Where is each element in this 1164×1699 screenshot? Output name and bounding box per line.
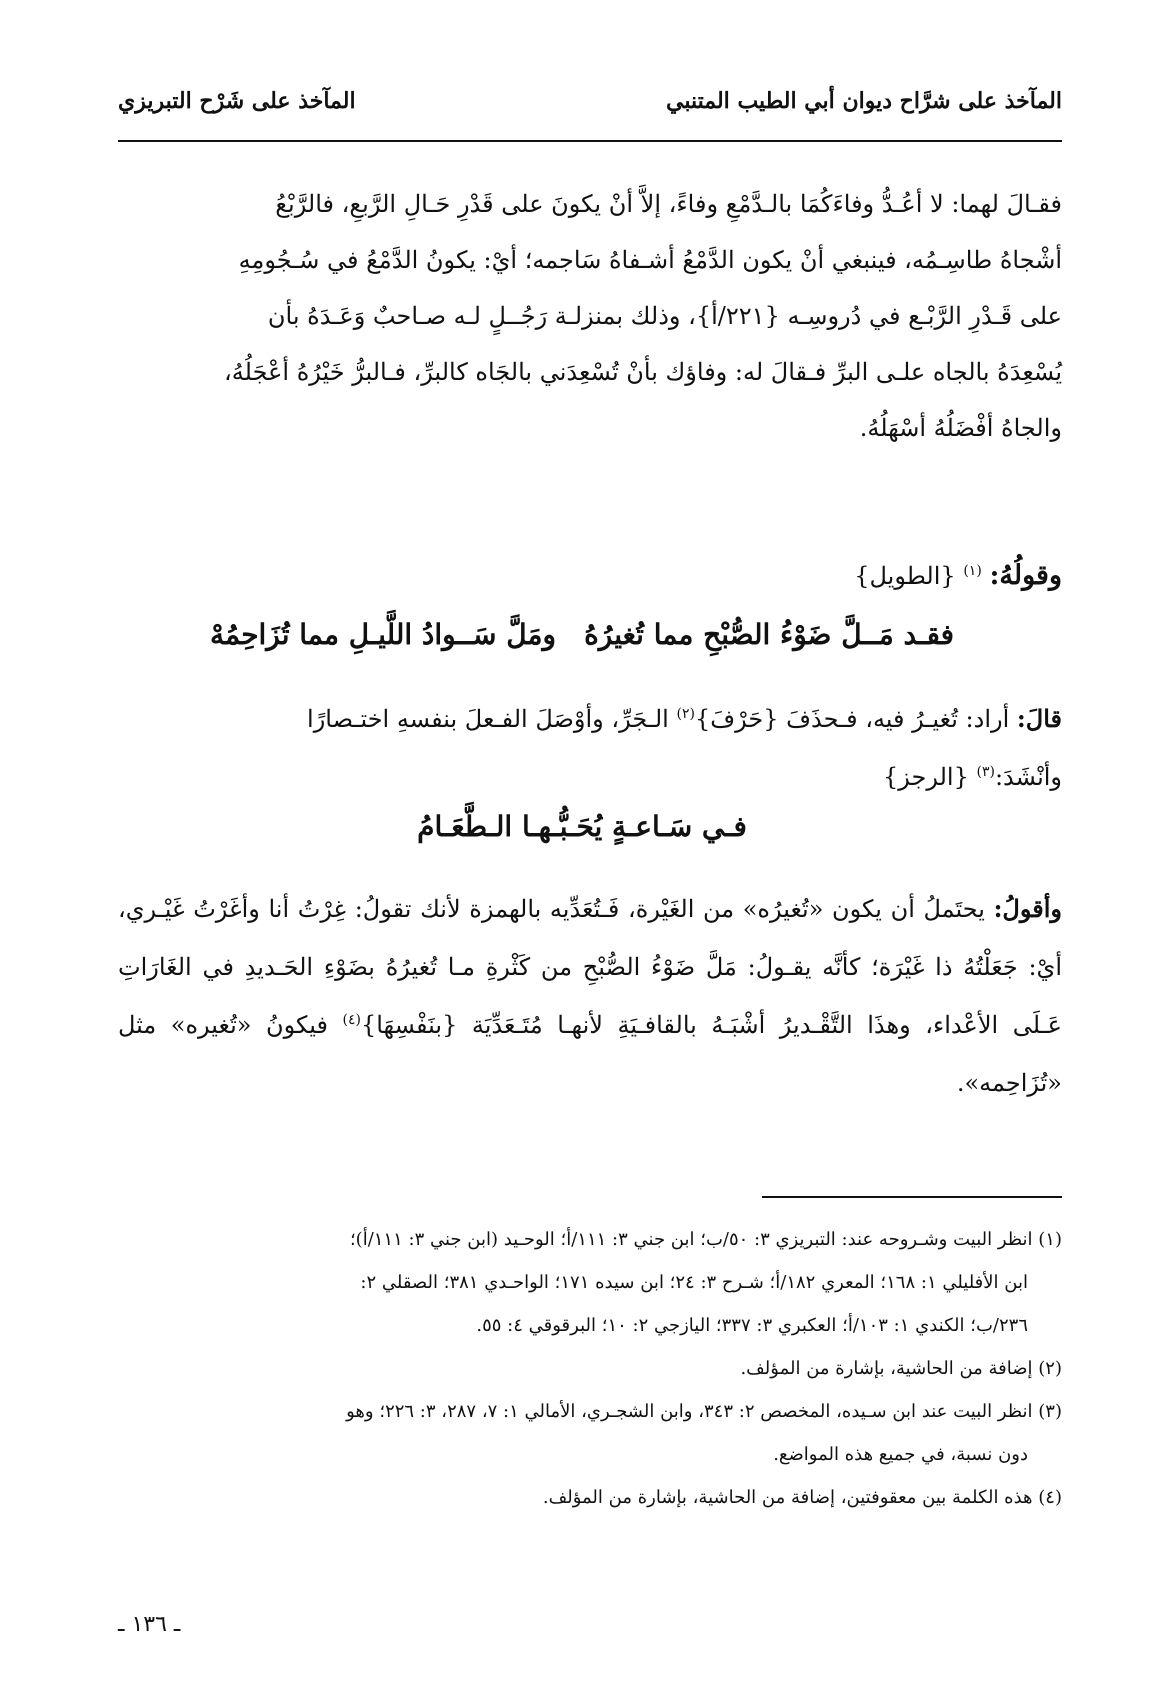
footnote-1: (١) انظر البيت وشـروحه عند: التبريزي ٣: ٥٠/ب؛ ابن جني ٣: ١١١/أ؛ الوحـيد (ابن جني ٣: ١١١/أ)؛	[349, 1229, 1062, 1250]
running-head-book-title: المآخذ على شرَّاح ديوان أبي الطيب المتنبي	[666, 88, 1062, 114]
paragraph-2	[118, 690, 1062, 806]
paragraph-1-line: والجاهُ أفْضَلُهُ أسْهَلُهُ.	[859, 414, 1062, 442]
paragraph-2-lead: قالَ:	[1016, 704, 1062, 733]
footnote-rule	[762, 1196, 1062, 1198]
paragraph-2-line	[118, 690, 1062, 748]
footnote-ref-2: (٢)	[676, 706, 695, 722]
paragraph-2-anshada: وأنْشَدَ:	[994, 763, 1062, 791]
paragraph-2-line	[118, 748, 1062, 806]
footnote-ref-3: (٣)	[976, 764, 995, 780]
footnotes	[118, 1218, 1062, 1519]
meter-label-2: {الرجز}	[883, 763, 969, 791]
verse-hemistich-second: ومَلَّ سَــوادُ اللَّيـلِ مما تُزَاحِمُهْ	[210, 618, 556, 651]
footnote-1-continuation: ٢٣٦/ب؛ الكندي ١: ١٠٣/أ؛ العكبري ٣: ٣٣٧؛ اليازجي ٢: ١٠؛ البرقوقي ٤: ٥٥.	[476, 1315, 1028, 1336]
poem-verse	[210, 618, 954, 668]
paragraph-3-lead: وأقولُ:	[993, 894, 1062, 923]
paragraph-1-line: أشْجاهُ طاسِـمُه، فينبغي أنْ يكون الدَّمْعُ أشـفاهُ سَاجمه؛ أيْ: يكونُ الدَّمْعُ في سُـجُومِهِ	[238, 246, 1062, 274]
page-number: ـ ١٣٦ ـ	[118, 1612, 181, 1637]
footnote-1-continuation: ابن الأفليلي ١: ١٦٨؛ المعري ١٨٢/أ؛ شـرح ٣: ٢٤؛ ابن سيده ١٧١؛ الواحـدي ٣٨١؛ الصقلي ٢:	[360, 1272, 1028, 1293]
running-head	[118, 88, 1062, 128]
footnote-3-continuation: دون نسبة، في جميع هذه المواضع.	[773, 1444, 1028, 1465]
rajaz-verse: فـي سَـاعـةٍ يُحَـبُّـهـا الـطَّعَـامُ	[417, 810, 747, 843]
footnote-ref-1: (١)	[963, 563, 982, 579]
paragraph-1-line: على قَـدْرِ الرَّبْـع في دُروسِـه {٢٢١/أ}، وذلك بمنزلـة رَجُــلٍ لـه صـاحبٌ وَعَـدَهُ بأن	[267, 302, 1062, 330]
paragraph-3-body: يحتَملُ أن يكون «تُغيرُه» من الغَيْرة، فَـتُعَدِّيه بالهمزة لأنك تقولُ: غِرْتُ أنا وأغَرْتُ غَيْـري، أيْ: جَعَلْتُهُ ذا غَيْرَة؛ كأنَّه يقـولُ: مَلَّ ضَوْءُ الصُّبْحِ من كَثْرةِ مـا تُغيرُهُ بضَوْءِ الحَـديدِ في الغَارَاتِ عَـلَى الأعْداء، وهذَا التَّقْـديرُ أشْبَـهُ بالقافـيَةِ لأنهـا مُتَـعَدِّيَة {بنَفْسِهَا}	[118, 895, 1062, 1039]
footnote-2: (٢) إضافة من الحاشية، بإشارة من المؤلف.	[740, 1358, 1062, 1379]
paragraph-3-text	[118, 880, 1062, 1112]
paragraph-1-line: يُسْعِدَهُ بالجاه علـى البرِّ فـقالَ له: وفاؤك بأنْ تُسْعِدَني بالجَاه كالبرِّ، فـالبرُّ خَيْرُهُ أعْجَلُهُ،	[224, 358, 1062, 386]
paragraph-3-tail: فيكونُ «تُغيره» مثل «تُزَاحِمه».	[118, 1011, 1062, 1097]
paragraph-2-text: أراد: تُغيـرُ فيه، فـحذَفَ {حَرْفَ}	[694, 705, 1010, 733]
paragraph-1-line: فقـالَ لهما: لا أعُـدُّ وفاءَكُمَا بالـدَّمْعِ وفاءً، إلاَّ أنْ يكونَ على قَدْرِ حَـالِ الرَّبعِ، فالرَّبْعُ	[275, 190, 1062, 218]
header-rule	[118, 140, 1062, 142]
paragraph-1	[118, 176, 1062, 456]
running-head-section-title: المآخذ على شَرْح التبريزي	[118, 88, 356, 114]
paragraph-3	[118, 880, 1062, 1112]
footnote-4: (٤) هذه الكلمة بين معقوفتين، إضافة من الحاشية، بإشارة من المؤلف.	[542, 1487, 1062, 1508]
verse-intro	[854, 556, 1062, 596]
footnote-ref-4: (٤)	[342, 1012, 361, 1028]
meter-label: {الطويل}	[854, 562, 956, 590]
verse-intro-word: وقولُهُ:	[989, 560, 1062, 591]
footnote-3: (٣) انظر البيت عند ابن سـيده، المخصص ٢: ٣٤٣، وابن الشجـري، الأمالي ١: ٧، ٢٨٧، ٣: ٢٢٦؛ وهو	[346, 1401, 1062, 1422]
verse-hemistich-first: فقـد مَــلَّ ضَوْءُ الصُّبْحِ مما تُغيرُهُ	[584, 618, 954, 651]
paragraph-2-text-b: الـجَرِّ، وأوْصَلَ الفـعلَ بنفسهِ اختـصارًا	[307, 705, 669, 733]
